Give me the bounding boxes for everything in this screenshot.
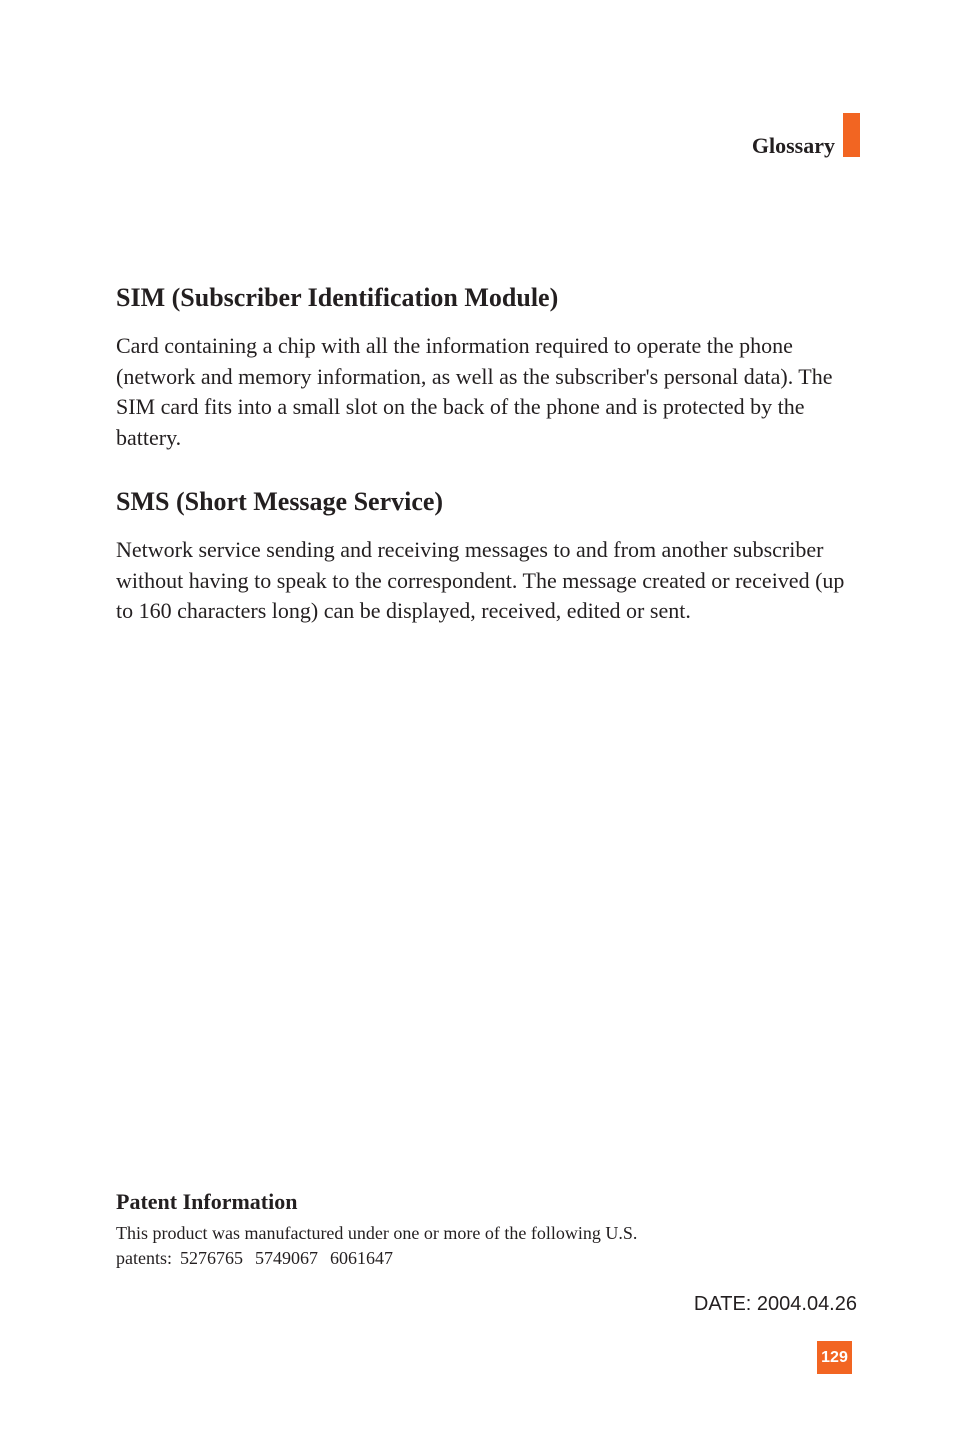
entry-title: SIM (Subscriber Identification Module) xyxy=(116,283,559,312)
entry-body: Network service sending and receiving messages to and from another subscriber without having to speak to the correspondent. The message created or received (up to 160 characters long) can be displayed, received, edited or sent. xyxy=(116,537,845,624)
patent-number: 6061647 xyxy=(330,1248,393,1268)
entry-title: SMS (Short Message Service) xyxy=(116,487,444,516)
section-tab-marker xyxy=(843,113,860,157)
glossary-entry-sim xyxy=(116,282,862,453)
patent-line-1: This product was manufactured under one or more of the following U.S. xyxy=(116,1223,638,1243)
page-number: 129 xyxy=(817,1341,852,1374)
patent-information xyxy=(116,1187,816,1271)
patent-title: Patent Information xyxy=(116,1189,298,1214)
patent-number: 5749067 xyxy=(255,1248,318,1268)
entry-body: Card containing a chip with all the information required to operate the phone (network and memory information, as well as the subscriber's personal data). The SIM card fits into a small slot on the back of the phone and is protected by the battery. xyxy=(116,333,833,450)
section-label: Glossary xyxy=(751,133,835,158)
document-date: DATE: 2004.04.26 xyxy=(693,1293,857,1315)
glossary-entry-sms xyxy=(116,486,862,627)
patent-text xyxy=(116,1221,816,1271)
patent-number: 5276765 xyxy=(180,1248,243,1268)
patent-prefix: patents: xyxy=(116,1248,172,1268)
